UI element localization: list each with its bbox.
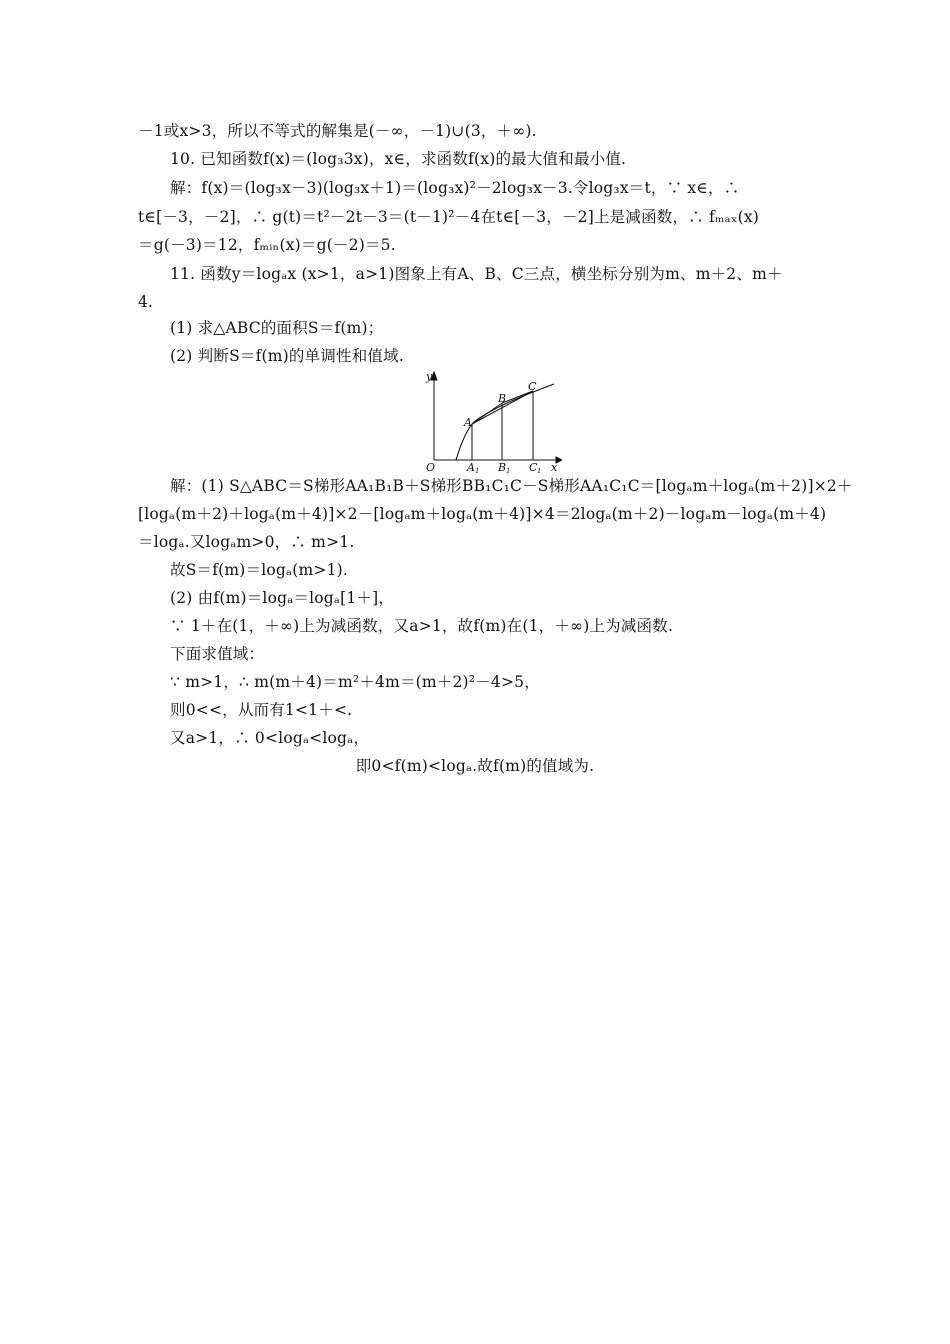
solution-11-line-2: [logₐ(m＋2)＋logₐ(m＋4)]×2－[logₐm＋logₐ(m＋4)]×4＝2logₐ(m＋2)－logₐm－logₐ(m＋4) bbox=[138, 505, 827, 523]
solution-11-line-6: ∵ 1＋在(1，＋∞)上为减函数，又a>1，故f(m)在(1，＋∞)上为减函数. bbox=[170, 617, 674, 635]
solution-11-line-10: 又a>1，∴ 0<logₐ<logₐ， bbox=[170, 729, 370, 747]
question-2: (2) 判断S＝f(m)的单调性和值域. bbox=[170, 347, 404, 365]
segment-ab bbox=[472, 403, 502, 424]
solution-11-line-7: 下面求值域： bbox=[170, 645, 265, 663]
label-b1-sub: 1 bbox=[506, 467, 511, 474]
solution-11-line-1: 解：(1) S△ABC＝S梯形AA₁B₁B＋S梯形BB₁C₁C－S梯形AA₁C₁C＝[logₐm＋logₐ(m＋2)]×2＋ bbox=[170, 477, 853, 495]
solution-10-line-3: ＝g(－3)＝12，fₘᵢₙ(x)＝g(－2)＝5. bbox=[138, 236, 396, 254]
solution-11-conclusion: 即0<f(m)<logₐ.故f(m)的值域为. bbox=[355, 757, 595, 775]
problem-11: 11. 函数y＝logₐx (x>1，a>1)图象上有A、B、C三点，横坐标分别为m、m＋2、m＋ bbox=[170, 265, 783, 283]
log-graph-figure bbox=[422, 370, 562, 474]
problem-10: 10. 已知函数f(x)＝(log₃3x)，x∈，求函数f(x)的最大值和最小值. bbox=[170, 150, 627, 168]
text-line: －1或x>3，所以不等式的解集是(－∞，－1)∪(3，＋∞). bbox=[138, 122, 537, 140]
label-a1-sub: 1 bbox=[475, 467, 480, 474]
question-1: (1) 求△ABC的面积S＝f(m)； bbox=[170, 319, 384, 337]
solution-11-line-3: ＝logₐ.又logₐm>0，∴ m>1. bbox=[138, 533, 355, 551]
label-b: B bbox=[498, 392, 507, 405]
label-a: A bbox=[464, 416, 472, 429]
label-c: C bbox=[528, 380, 537, 393]
label-c1: C bbox=[529, 461, 538, 474]
solution-10-line-1: 解：f(x)＝(log₃x－3)(log₃x＋1)＝(log₃x)²－2log₃x－3.令log₃x＝t，∵ x∈，∴ bbox=[170, 179, 740, 197]
solution-11-line-9: 则0<<，从而有1<1＋<. bbox=[170, 701, 353, 719]
solution-11-line-8: ∵ m>1，∴ m(m＋4)＝m²＋4m＝(m＋2)²－4>5， bbox=[170, 673, 540, 691]
label-a1: A bbox=[467, 461, 475, 474]
label-x: x bbox=[551, 461, 558, 474]
solution-11-line-5: (2) 由f(m)＝logₐ＝logₐ[1＋]， bbox=[170, 589, 395, 607]
solution-11-line-4: 故S＝f(m)＝logₐ(m>1). bbox=[170, 561, 349, 579]
solution-10-line-2: t∈[－3，－2]，∴ g(t)＝t²－2t－3＝(t－1)²－4在t∈[－3，－2]上是减函数，∴ fₘₐₓ(x) bbox=[138, 208, 760, 226]
label-c1-sub: 1 bbox=[537, 467, 542, 474]
problem-11-cont: 4. bbox=[138, 293, 154, 311]
label-o: O bbox=[426, 461, 436, 474]
label-b1: B bbox=[498, 461, 507, 474]
label-y: y bbox=[426, 370, 433, 383]
